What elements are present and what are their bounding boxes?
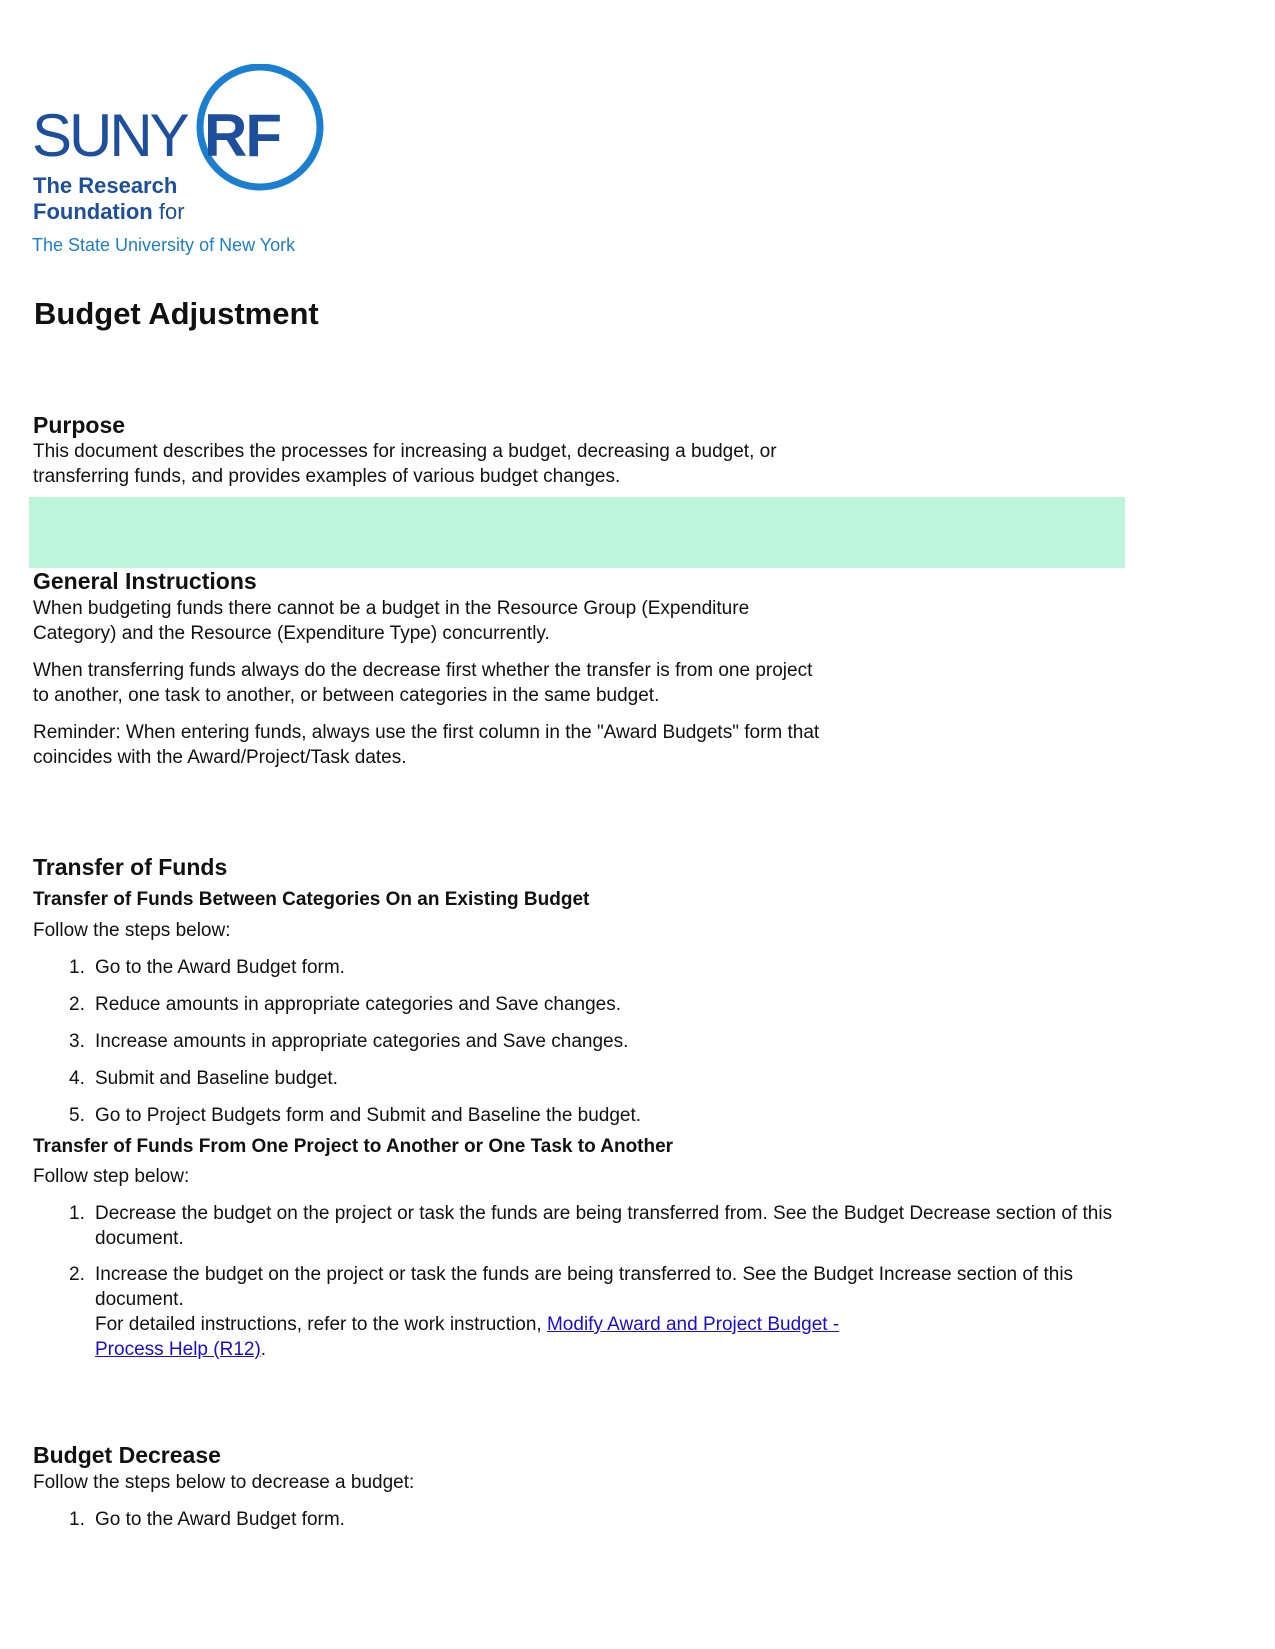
step-number: 4.	[69, 1068, 85, 1089]
general-p2-line-1: When transferring funds always do the decrease first whether the transfer is from one project	[33, 660, 813, 681]
process-help-link-line-2[interactable]: Process Help (R12)	[95, 1339, 261, 1360]
step-text: Go to the Award Budget form.	[95, 1509, 345, 1530]
logo-line2-rest: for	[152, 199, 185, 224]
step-line: document.	[95, 1289, 184, 1310]
step-number: 1.	[69, 1509, 85, 1530]
step-line	[95, 1312, 1233, 1337]
process-help-link-line-1[interactable]: Modify Award and Project Budget -	[546, 1314, 840, 1335]
purpose-text	[33, 439, 933, 489]
transfer-of-funds-heading: Transfer of Funds	[33, 854, 228, 880]
general-p1-line-2: Category) and the Resource (Expenditure Type) concurrently.	[33, 623, 550, 644]
step-line: document.	[95, 1228, 184, 1249]
step-text: Go to Project Budgets form and Submit and Baseline the budget.	[95, 1105, 642, 1126]
transfer-sub2-intro: Follow step below:	[33, 1166, 190, 1187]
transfer-between-projects-heading: Transfer of Funds From One Project to Another or One Task to Another	[33, 1136, 674, 1157]
budget-decrease-heading: Budget Decrease	[33, 1442, 221, 1468]
general-paragraph-3	[33, 720, 933, 770]
step-line: Increase the budget on the project or task the funds are being transferred to. See the Budget Increase section of this	[95, 1264, 1074, 1285]
highlight-band	[29, 497, 1125, 568]
list-item	[33, 992, 1183, 1017]
general-instructions-heading: General Instructions	[33, 568, 257, 594]
logo-wordmark: SUNY	[32, 102, 187, 169]
general-p3-line-1: Reminder: When entering funds, always use the first column in the "Award Budgets" form that	[33, 722, 820, 743]
general-p2-line-2: to another, one task to another, or between categories in the same budget.	[33, 685, 660, 706]
general-paragraph-2	[33, 658, 933, 708]
step-number: 1.	[69, 957, 85, 978]
transfer-sub2-steps	[33, 1201, 1233, 1362]
general-p3-line-2: coincides with the Award/Project/Task dates.	[33, 747, 407, 768]
list-item	[33, 1262, 1233, 1362]
step-number: 3.	[69, 1031, 85, 1052]
instruction-prefix: For detailed instructions, refer to the work instruction,	[95, 1314, 547, 1335]
transfer-sub1-intro: Follow the steps below:	[33, 920, 231, 941]
list-item	[33, 1201, 1233, 1251]
svg-text:Foundation for	[33, 199, 185, 224]
step-number: 2.	[69, 1264, 85, 1285]
logo-line1: The Research	[33, 173, 178, 198]
purpose-line-1: This document describes the processes for increasing a budget, decreasing a budget, or	[33, 441, 777, 462]
purpose-line-2: transferring funds, and provides examples of various budget changes.	[33, 466, 621, 487]
transfer-between-categories-heading: Transfer of Funds Between Categories On an Existing Budget	[33, 889, 590, 910]
instruction-suffix: .	[260, 1339, 267, 1360]
page-title: Budget Adjustment	[34, 296, 319, 331]
logo-line2-bold: Foundation	[33, 199, 153, 224]
budget-decrease-steps	[33, 1507, 1183, 1532]
step-line	[95, 1337, 1233, 1362]
transfer-sub1-steps	[33, 955, 1183, 1128]
list-item	[33, 1066, 1183, 1091]
general-paragraph-1	[33, 596, 933, 646]
suny-rf-logo	[32, 64, 352, 274]
step-number: 1.	[69, 1203, 85, 1224]
list-item	[33, 1103, 1183, 1128]
logo-circle-text: RF	[204, 102, 280, 169]
step-text: Go to the Award Budget form.	[95, 957, 345, 978]
logo-line3: The State University of New York	[32, 235, 296, 255]
step-text: Reduce amounts in appropriate categories and Save changes.	[95, 994, 622, 1015]
list-item	[33, 1029, 1183, 1054]
step-number: 2.	[69, 994, 85, 1015]
step-text: Submit and Baseline budget.	[95, 1068, 338, 1089]
step-line: Decrease the budget on the project or task the funds are being transferred from. See the Budget Decrease section of this	[95, 1203, 1113, 1224]
step-number: 5.	[69, 1105, 85, 1126]
step-text: Increase amounts in appropriate categories and Save changes.	[95, 1031, 629, 1052]
purpose-heading: Purpose	[33, 412, 126, 438]
budget-decrease-intro: Follow the steps below to decrease a budget:	[33, 1472, 415, 1493]
general-p1-line-1: When budgeting funds there cannot be a budget in the Resource Group (Expenditure	[33, 598, 750, 619]
list-item	[33, 1507, 1183, 1532]
list-item	[33, 955, 1183, 980]
